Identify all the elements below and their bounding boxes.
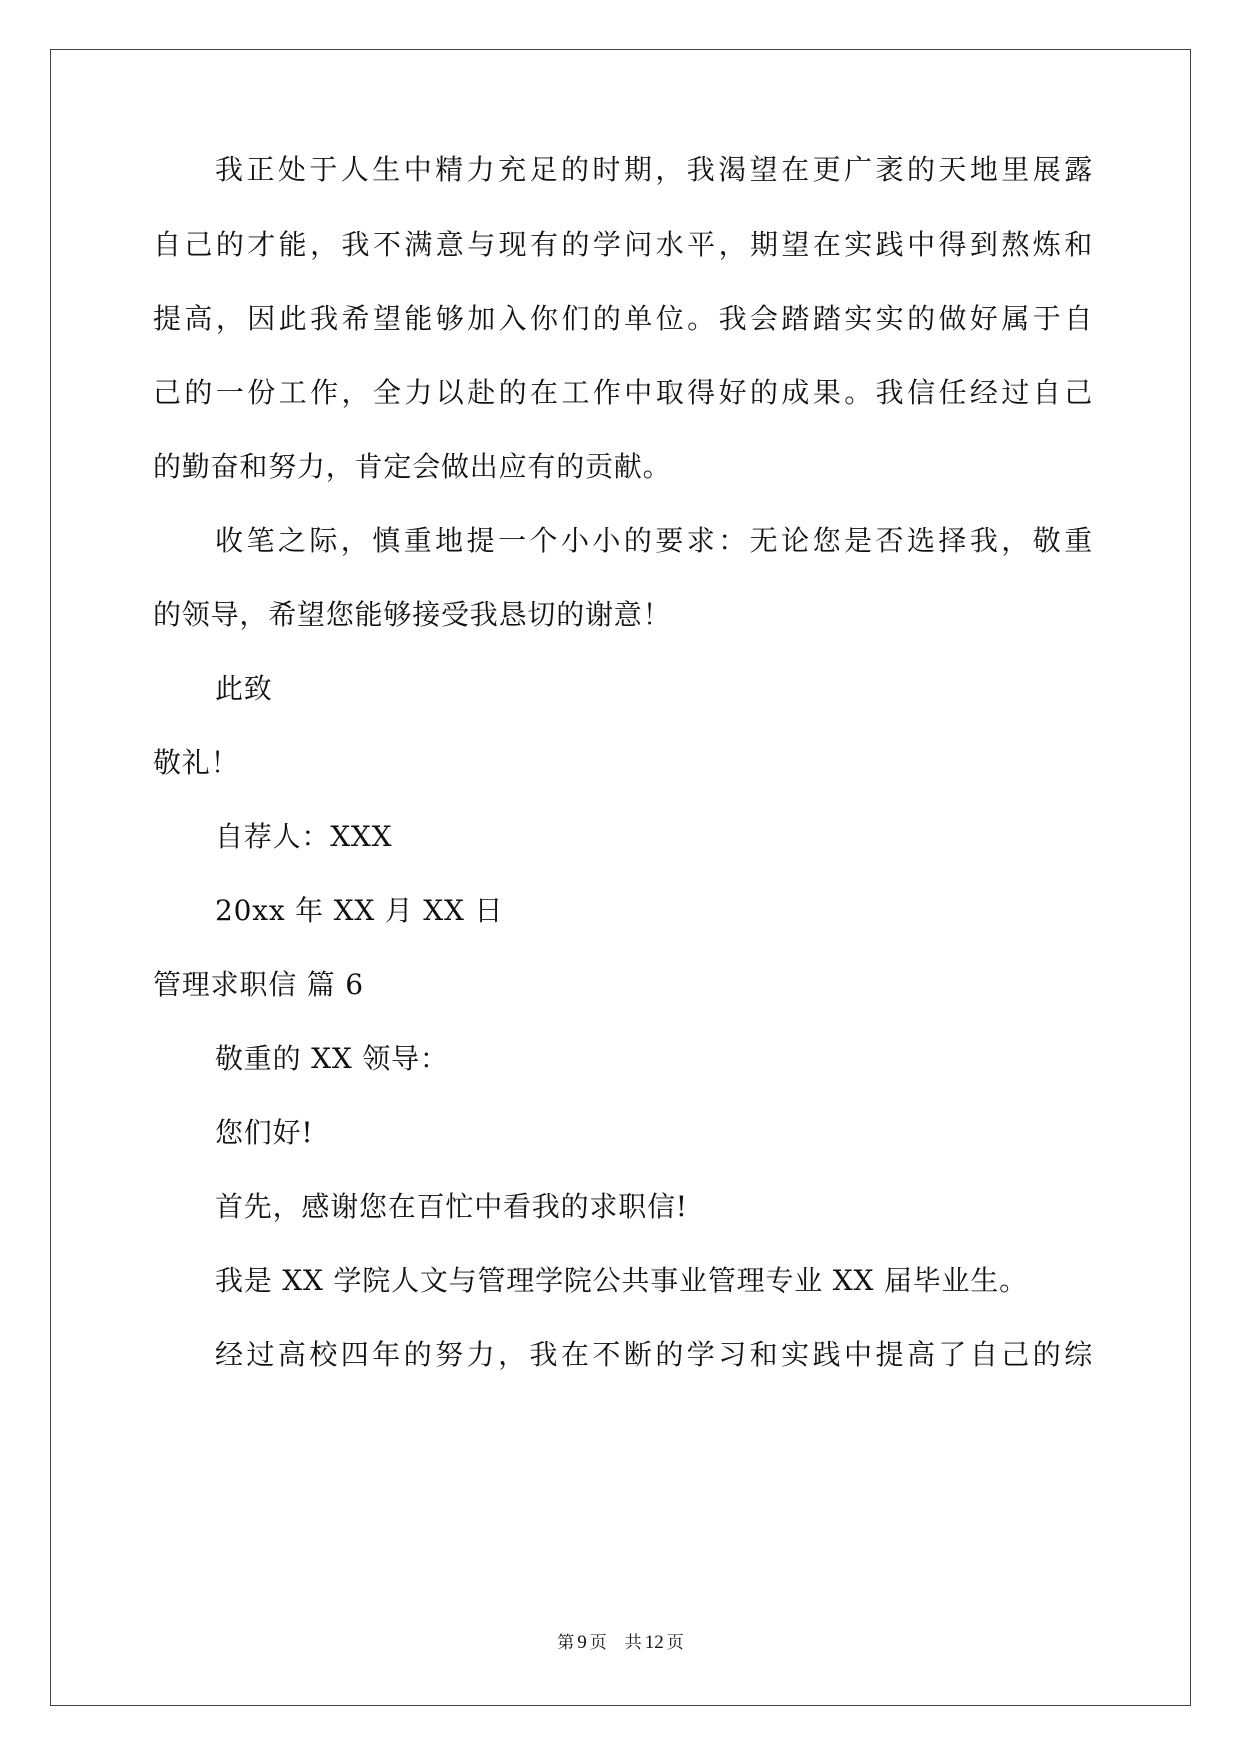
page-footer: [0, 1628, 1241, 1654]
page-prefix: 第: [557, 1633, 575, 1653]
page-border: [50, 49, 1191, 1706]
paragraph-line: 首先，感谢您在百忙中看我的求职信!: [215, 1190, 688, 1223]
closing-line: 此致: [215, 672, 273, 705]
paragraph-line: 您们好!: [215, 1116, 314, 1149]
paragraph-line: 收笔之际，慎重地提一个小小的要求：无论您是否选择我，敬重: [215, 524, 1093, 557]
date-line: 20xx 年 XX 月 XX 日: [215, 894, 504, 927]
paragraph-line: 我正处于人生中精力充足的时期，我渴望在更广袤的天地里展露: [215, 153, 1093, 186]
paragraph-line: 我是 XX 学院人文与管理学院公共事业管理专业 XX 届毕业生。: [215, 1264, 1028, 1297]
total-suffix: 页: [666, 1633, 684, 1653]
greeting-line: 敬重的 XX 领导：: [215, 1042, 449, 1075]
paragraph-line: 提高，因此我希望能够加入你们的单位。我会踏踏实实的做好属于自: [153, 302, 1093, 335]
total-pages: 12: [644, 1632, 664, 1653]
paragraph-line: 经过高校四年的努力，我在不断的学习和实践中提高了自己的综: [215, 1338, 1093, 1371]
signature-line: 自荐人：XXX: [215, 820, 393, 853]
page-suffix: 页: [589, 1633, 607, 1653]
page-number: 9: [577, 1632, 587, 1653]
paragraph-line: 己的一份工作，全力以赴的在工作中取得好的成果。我信任经过自己: [153, 376, 1093, 409]
salutation-line: 敬礼！: [153, 746, 240, 779]
paragraph-line: 自己的才能，我不满意与现有的学问水平，期望在实践中得到熬炼和: [153, 228, 1093, 261]
total-prefix: 共: [624, 1633, 642, 1653]
paragraph-line: 的勤奋和努力，肯定会做出应有的贡献。: [153, 450, 672, 483]
paragraph-line: 的领导，希望您能够接受我恳切的谢意！: [153, 598, 672, 631]
section-heading: 管理求职信 篇 6: [153, 968, 364, 1001]
